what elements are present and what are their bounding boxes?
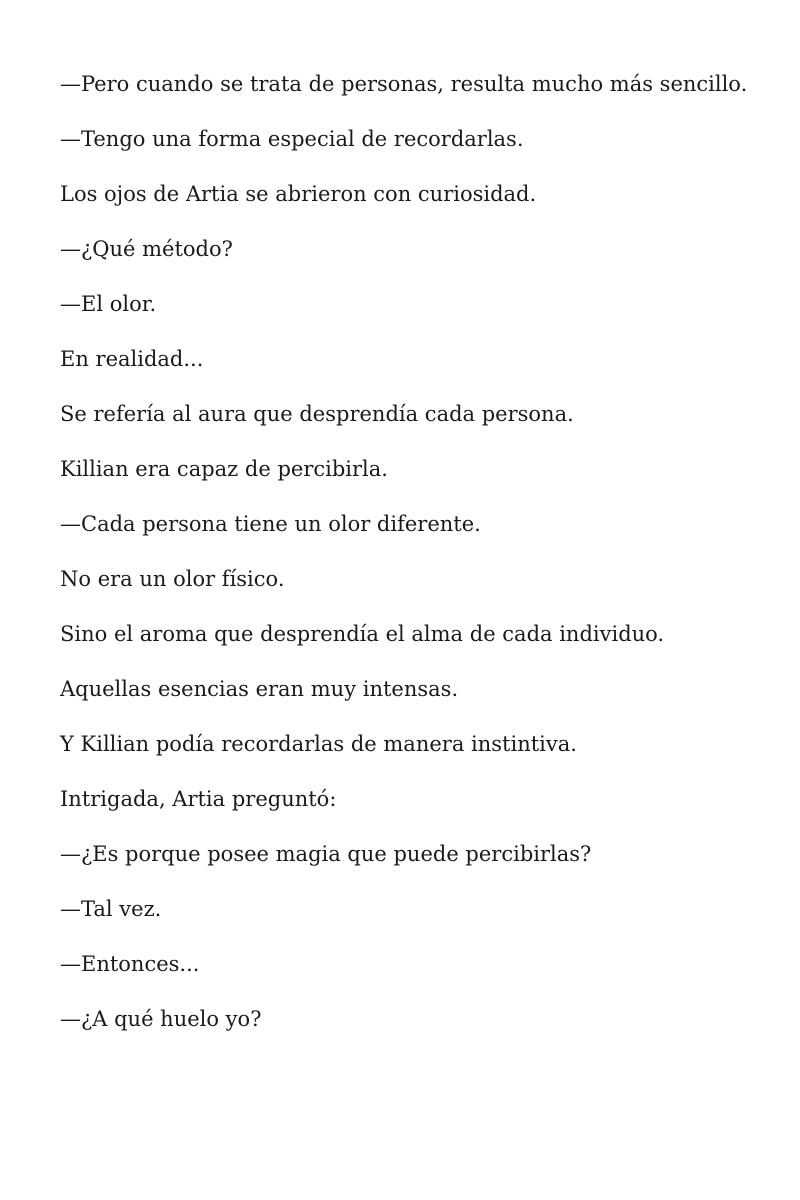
paragraph: —Tal vez. (60, 897, 162, 921)
paragraph: No era un olor físico. (60, 567, 285, 591)
paragraph: Aquellas esencias eran muy intensas. (60, 677, 459, 701)
paragraph: —¿A qué huelo yo? (60, 1007, 262, 1031)
document-page (60, 64, 750, 1054)
paragraph: En realidad... (60, 347, 204, 371)
paragraph: Sino el aroma que desprendía el alma de cada individuo. (60, 622, 665, 646)
paragraph: —Pero cuando se trata de personas, resulta mucho más sencillo. (60, 72, 748, 96)
paragraph: Intrigada, Artia preguntó: (60, 787, 337, 811)
paragraph: —El olor. (60, 292, 157, 316)
paragraph: Los ojos de Artia se abrieron con curiosidad. (60, 182, 537, 206)
paragraph: Killian era capaz de percibirla. (60, 457, 388, 481)
paragraph: —¿Qué método? (60, 237, 233, 261)
paragraph: —Cada persona tiene un olor diferente. (60, 512, 481, 536)
paragraph: —¿Es porque posee magia que puede percibirlas? (60, 842, 592, 866)
paragraph: —Entonces... (60, 952, 200, 976)
paragraph: Y Killian podía recordarlas de manera instintiva. (60, 732, 577, 756)
paragraph: —Tengo una forma especial de recordarlas. (60, 127, 524, 151)
paragraph: Se refería al aura que desprendía cada persona. (60, 402, 574, 426)
